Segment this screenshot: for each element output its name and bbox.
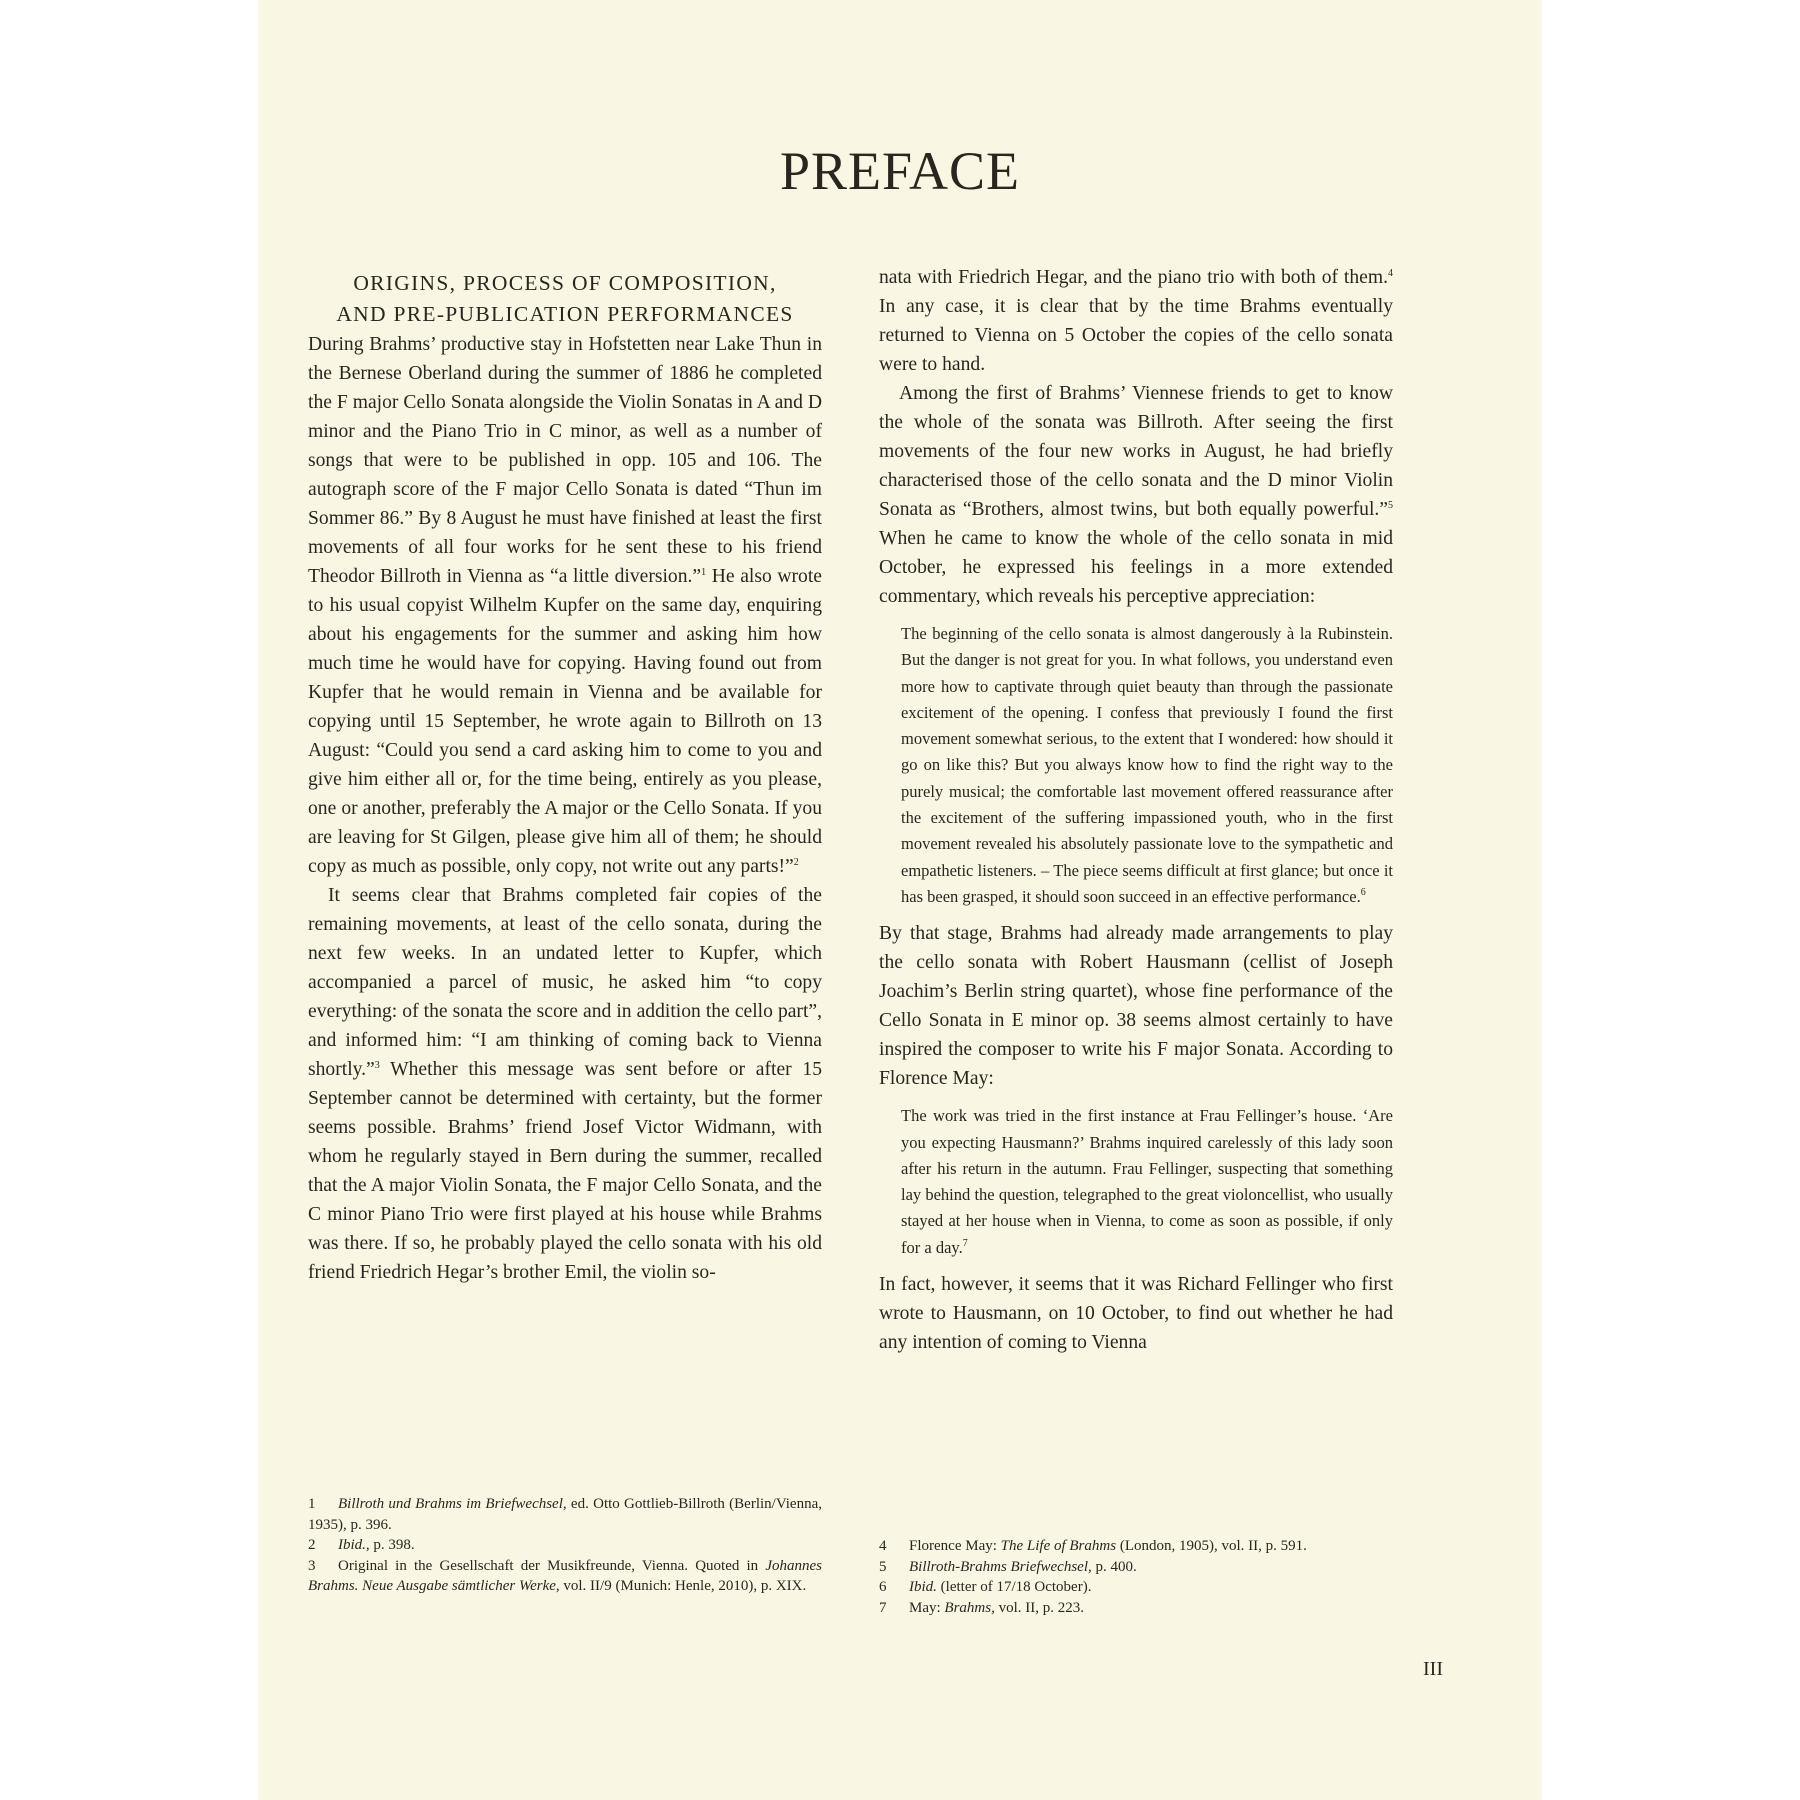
block-quote-may: The work was tried in the first instance at Frau Fellinger’s house. ‘Are you expecting Hausmann?’ Brahms inquired carelessly of this lady soon after his return in the autumn. Frau Fellinger, suspecting that something lay behind the question, telegraphed to the great violoncellist, who usually stayed at her house when in Vienna, to come as soon as possible, if only for a day.$^7$ — [901, 1106, 1393, 1257]
footnote-ref-4: 4 — [1388, 268, 1393, 279]
section-heading-line1: ORIGINS, PROCESS OF COMPOSITION, — [353, 271, 777, 295]
right-paragraph-4: In fact, however, it seems that it was Richard Fellinger who first wrote to Hausmann, on 10 October, to find out whether he had any intention of coming to Vienna — [879, 1274, 1393, 1354]
footnote-ref-2: 2 — [793, 857, 799, 868]
page-title: PREFACE — [779, 141, 1021, 201]
page-number: III — [1423, 1658, 1443, 1680]
footnote-ref-1: 1 — [701, 567, 707, 578]
footnote-ref-5: 5 — [1388, 500, 1393, 511]
footnote-3: 3 Original in the Gesellschaft der Musikfreunde, Vienna. Quoted in Johannes Brahms. Neue Ausgabe sämtlicher Werke, vol. II/9 (Munich: Henle, 2010), p. XIX. — [308, 1557, 822, 1594]
footnotes-left — [308, 1494, 822, 1597]
footnote-6: 6 Ibid. (letter of 17/18 October). — [879, 1579, 1092, 1595]
section-heading — [308, 268, 822, 330]
footnote-ref-7: 7 — [962, 1237, 968, 1249]
footnote-5: 5 Billroth-Brahms Briefwechsel, p. 400. — [879, 1558, 1137, 1575]
footnote-7: 7 May: Brahms, vol. II, p. 223. — [879, 1599, 1085, 1616]
block-quote-billroth: The beginning of the cello sonata is almost dangerously à la Rubinstein. But the danger is not great for you. In what follows, you understand even more how to captivate through quiet beauty than through the passionate excitement of the opening. I confess that previously I found the first movement somewhat serious, to the extent that I wondered: how should it go on like this? But you always know how to find the right way to the purely musical; the comfortable last movement offered reassurance after the excitement of the suffering impassioned youth, who in the first movement revealed his absolutely passionate love to the sympathetic and empathetic listeners. – The piece seems difficult at first glance; but once it has been grasped, it should soon succeed in an effective performance.$^6$ — [901, 624, 1393, 906]
section-heading-line2: AND PRE-PUBLICATION PERFORMANCES — [336, 302, 794, 326]
footnote-4: 4 Florence May: The Life of Brahms (London, 1905), vol. II, p. 591. — [879, 1538, 1307, 1554]
footnotes-right — [879, 1536, 1393, 1618]
book-page — [258, 0, 1542, 1800]
footnote-ref-6: 6 — [1360, 886, 1366, 898]
right-paragraph-2: Among the first of Brahms’ Viennese friends to get to know the whole of the sonata was Billroth. After seeing the first movements of the four new works in August, he had briefly characterised those of the cello sonata and the D minor Violin Sonata as “Brothers, almost twins, but both equally powerful.”$^5$ When he came to know the whole of the cello sonata in mid October, he expressed his feelings in a more extended commentary, which reveals his perceptive appreciation: — [879, 383, 1393, 607]
left-column — [308, 268, 822, 1287]
right-column — [879, 263, 1393, 1357]
footnote-ref-3: 3 — [374, 1060, 380, 1071]
left-paragraph-1: During Brahms’ productive stay in Hofstetten near Lake Thun in the Bernese Oberland during the summer of 1886 he completed the F major Cello Sonata alongside the Violin Sonatas in A and D minor and the Piano Trio in C minor, as well as a number of songs that were to be published in opp. 105 and 106. The autograph score of the F major Cello Sonata is dated “Thun im Sommer 86.” By 8 August he must have finished at least the first movements of all four works for he sent these to his friend Theodor Billroth in Vienna as “a little diversion.”$^1$ He also wrote to his usual copyist Wilhelm Kupfer on the same day, enquiring about his engagements for the summer and asking him how much time he would have for copying. Having found out from Kupfer that he would remain in Vienna and be available for copying until 15 September, he wrote again to Billroth on 13 August: “Could you send a card asking him to come to you and give him either all or, for the time being, entirely as you please, one or another, preferably the A major or the Cello Sonata. If you are leaving for St Gilgen, please give him all of them; he should copy as much as possible, only copy, not write out any parts!”$^2$ — [308, 334, 822, 877]
left-paragraph-2: It seems clear that Brahms completed fair copies of the remaining movements, at least of the cello sonata, during the next few weeks. In an undated letter to Kupfer, which accompanied a parcel of music, he asked him “to copy everything: of the sonata the score and in addition the cello part”, and informed him: “I am thinking of coming back to Vienna shortly.”$^3$ Whether this message was sent before or after 15 September cannot be determined with certainty, but the former seems possible. Brahms’ friend Josef Victor Widmann, with whom he regularly stayed in Bern during the summer, recalled that the A major Violin Sonata, the F major Cello Sonata, and the C minor Piano Trio were first played at his house while Brahms was there. If so, he probably played the cello sonata with his old friend Friedrich Hegar’s brother Emil, the violin so- — [308, 885, 822, 1283]
footnote-1: 1 Billroth und Brahms im Briefwechsel, ed. Otto Gottlieb-Billroth (Berlin/Vienna, 1935), p. 396. — [308, 1496, 822, 1533]
footnote-2: 2 Ibid., p. 398. — [308, 1537, 415, 1553]
right-paragraph-3: By that stage, Brahms had already made arrangements to play the cello sonata with Robert Hausmann (cellist of Joseph Joachim’s Berlin string quartet), whose fine performance of the Cello Sonata in E minor op. 38 seems almost certainly to have inspired the composer to write his F major Sonata. According to Florence May: — [879, 923, 1393, 1090]
right-paragraph-1: nata with Friedrich Hegar, and the piano trio with both of them.$^4$ In any case, it is clear that by the time Brahms eventually returned to Vienna on 5 October the copies of the cello sonata were to hand. — [879, 267, 1393, 375]
